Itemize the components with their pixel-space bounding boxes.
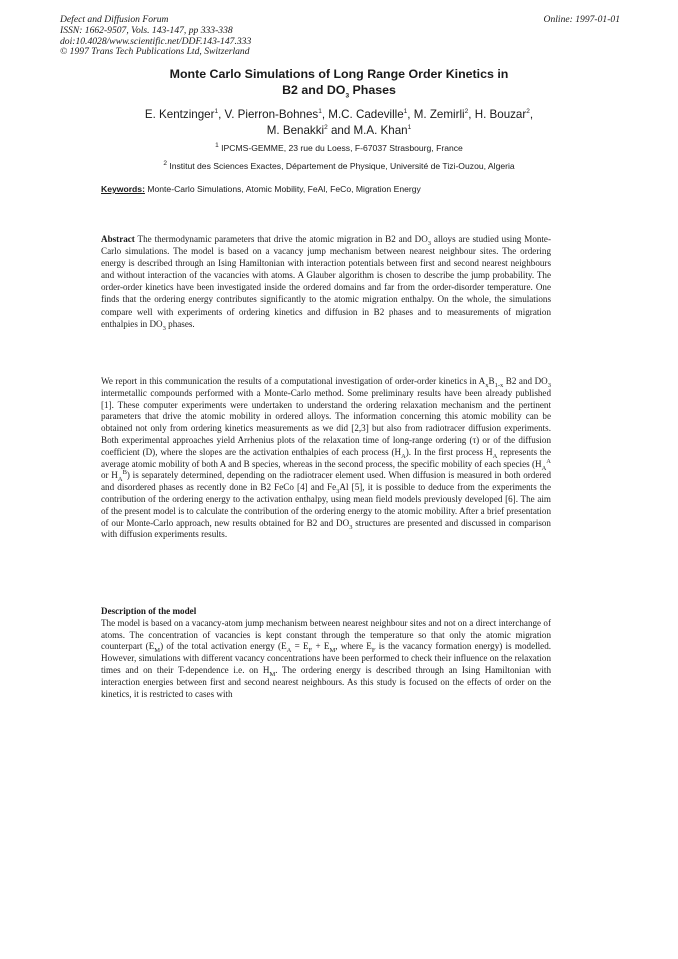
body-text: , where E [335,641,372,652]
author-affil-mark: 1 [214,108,219,116]
subscript: M [154,647,161,655]
subscript: A [541,464,547,472]
affiliation-mark: 2 [163,160,167,168]
affiliation-text: Institut des Sciences Exactes, Département de Physique, Université de Tizi-Ouzou, Algeria [166,161,515,171]
subscript: M [329,647,336,655]
keywords-text: Monte-Carlo Simulations, Atomic Mobility, FeAl, FeCo, Migration Energy [144,184,421,194]
body-text: . The ordering energy is described through an Ising Hamiltonian with interaction energies between first and second nearest neighbours. As this study is focused on the effects of order on the kinetics, it is restricted to cases with [101,664,551,699]
body-text: ) of the total activation energy (E [160,641,287,652]
journal-name: Defect and Diffusion Forum [60,14,169,25]
paper-title [60,66,618,98]
title-line-1: Monte Carlo Simulations of Long Range Order Kinetics in [169,67,509,81]
keywords-label: Keywords: [101,184,145,194]
body-text: is the vacancy formation energy) is modelled. However, simulations with different vacancy concentrations have been performed to check their influence on the relaxation times and on their T-dependence i.e. on H [101,641,552,675]
subscript: 3 [162,324,166,332]
author-affil-mark: 1 [407,124,412,132]
body-text: represents the average atomic mobility of both A and B species, whereas in the second process, the specific mobility of each species (H [101,446,551,469]
doi-line[interactable]: doi:10.4028/www.scientific.net/DDF.143-147.333 [60,35,252,47]
author-name: M. Benakki [266,124,325,137]
body-text: or H [101,470,118,481]
affiliation-mark: 1 [215,142,219,150]
introduction-paragraph [101,376,551,541]
superscript: A [546,457,551,465]
subscript: A [401,452,406,460]
abstract-label: Abstract [101,234,135,244]
author-name: , M.C. Cadeville [321,108,404,121]
copyright-line: © 1997 Trans Tech Publications Ltd, Switzerland [60,46,250,58]
author-name: E. Kentzinger [144,108,215,121]
author-affil-mark: 2 [464,108,469,116]
author-affil-mark: 1 [318,108,322,116]
body-text: B [488,376,495,386]
model-section [101,606,551,700]
subscript: A [492,452,498,460]
affiliation-text: IPCMS-GEMME, 23 rue du Loess, F-67037 Strasbourg, France [218,143,463,153]
online-date: Online: 1997-01-01 [543,14,620,25]
keywords [101,184,581,194]
body-text: We report in this communication the results of a computational investigation of order-order kinetics in A [101,376,486,386]
subscript: 3 [547,381,551,389]
subscript: 3 [349,523,353,531]
title-line-2b: Phases [349,83,396,97]
body-text: Al [5], it is possible to deduce from the experiments the contribution of the ordering energy to the activation enthalpy, using mean field models previously developed [6]. The aim of the present model is to calculate the contribution of the ordering energy to the atomic mobility. After a brief presentation of our Monte-Carlo approach, new results obtained for B2 and DO [101,482,551,528]
subscript: F [308,647,313,655]
body-text: = E [291,641,309,652]
author-affil-mark: 2 [526,108,530,116]
subscript: 3 [336,487,340,495]
superscript: B [122,469,127,477]
body-text: ) is separately determined, depending on the radiotracer element used. When diffusion is measured in both ordered and disordered phases as recently done in B2 FeCo [4] and Fe [101,470,551,493]
title-sub: 3 [345,92,350,100]
author-list: E. Kentzinger$^1$, V. Pierron-Bohnes$^1$, M.C. Cadeville$^1$, M. Zemirli$^2$, H. Bouzar$^2$, M. Benakki$^2$ and M.A. Khan$^1$ [144,108,534,137]
journal-header [60,15,620,58]
section-title: Description of the model [101,606,197,616]
abstract-text: alloys are studied using Monte-Carlo simulations. The model is based on a vacancy jump mechanism between nearest neighbour sites. The ordering energy is described through an Ising Hamiltonian with interaction potentials between first and second nearest neighbours and without interaction of the vacancies with atoms. A Glauber algorithm is chosen to describe the jump probability. The order-order kinetics have been investigated inside the ordered domains and far from the order-disorder temperature. One finds that the ordering energy contributes significantly to the atomic migration enthalpy. On the whole, the simulations compare well with experiments of ordering kinetics and diffusion in B2 phases and to measurements of migration enthalpies in DO [101,234,552,329]
title-line-2a: B2 and DO [282,83,346,97]
subscript: 3 [427,239,432,247]
subscript: M [269,670,276,678]
abstract [101,233,551,330]
affiliation-1 [60,143,618,153]
body-text: The model is based on a vacancy-atom jump mechanism between nearest neighbour sites and not on a direct interchange of atoms. The concentration of vacancies is kept constant through the temperature so that only the atomic migration counterpart (E [101,617,551,652]
abstract-text: The thermodynamic parameters that drive the atomic migration in B2 and DO [134,234,428,244]
affiliation-2 [60,161,618,171]
subscript: F [371,647,376,655]
abstract-text: phases. [165,318,195,329]
subscript: 1-x [494,381,504,389]
body-text: structures are presented and discussed in comparison with diffusion experiments results. [101,517,551,540]
author-name: and M.A. Khan [327,124,408,137]
body-text: + E [312,641,330,652]
subscript: A [117,476,123,484]
author-affil-mark: 2 [324,124,328,132]
issn-line: ISSN: 1662-9507, Vols. 143-147, pp 333-338 [60,24,233,36]
subscript: A [286,647,292,655]
body-text: intermetallic compounds performed with a Monte-Carlo method. Some preliminary results have been already published [1]. These computer experiments were undertaken to understand the ordering relaxation mechanism and the pertinent parameters that drive the atomic mobility in ordered alloys. The information concerning this atomic mobility can be obtained not only from ordering kinetics measurements as we did [2,3] but also from radiotracer diffusion experiments. Both experimental approaches yield Arrhenius plots of the relaxation time of long-range ordering (τ) or of the diffusion coefficient (D), where the slopes are the activation enthalpies of each process (H [101,387,551,457]
subscript: x [485,381,489,389]
body-text: B2 and DO [503,376,548,386]
author-name: , H. Bouzar [468,108,527,121]
body-text: ). In the first process H [405,446,493,457]
author-name: , M. Zemirli [407,108,465,121]
author-affil-mark: 1 [403,108,408,116]
author-name: , V. Pierron-Bohnes [218,108,319,121]
